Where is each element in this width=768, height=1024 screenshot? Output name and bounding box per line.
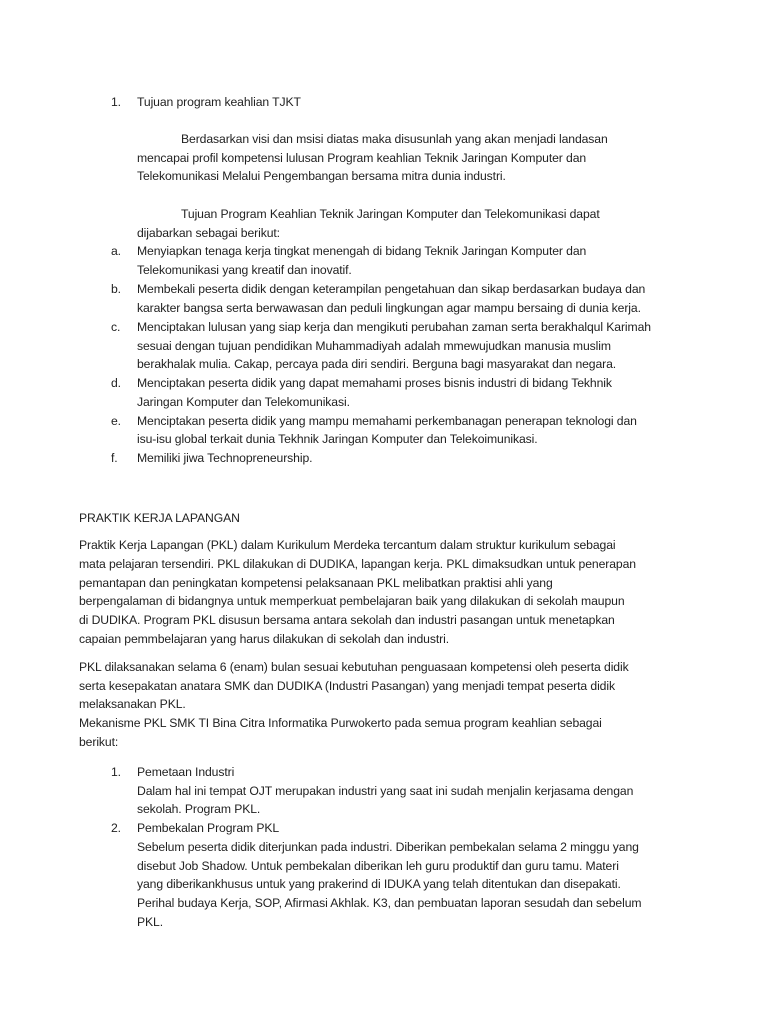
step-text-line: yang diberikankhusus untuk yang prakerind di IDUKA yang telah ditentukan dan disepakati.	[137, 877, 621, 891]
list-marker: b.	[111, 282, 121, 296]
paragraph-line: Telekomunikasi Melalui Pengembangan bersama mitra dunia industri.	[137, 169, 506, 183]
list-item-line: Memiliki jiwa Technopreneurship.	[137, 451, 313, 465]
paragraph-line: dijabarkan sebagai berikut:	[137, 226, 280, 240]
step-text-line: disebut Job Shadow. Untuk pembekalan diberikan leh guru produktif dan guru tamu. Materi	[137, 859, 619, 873]
list-marker: d.	[111, 376, 121, 390]
paragraph-line: mencapai profil kompetensi lulusan Program keahlian Teknik Jaringan Komputer dan	[137, 151, 587, 165]
list-item-line: Menciptakan lulusan yang siap kerja dan mengikuti perubahan zaman serta berakhalqul Karimah	[137, 320, 651, 334]
step-text-line: Sebelum peserta didik diterjunkan pada industri. Diberikan pembekalan selama 2 minggu yang	[137, 840, 639, 854]
step-text-line: Perihal budaya Kerja, SOP, Afirmasi Akhlak. K3, dan pembuatan laporan sesudah dan sebelum	[137, 896, 642, 910]
step-title: Pemetaan Industri	[137, 765, 235, 779]
list-item-line: Telekomunikasi yang kreatif dan inovatif.	[137, 263, 352, 277]
step-number: 1.	[111, 765, 121, 779]
paragraph-line: berikut:	[79, 735, 119, 749]
list-item-line: Menciptakan peserta didik yang mampu memahami perkembanagan penerapan teknologi dan	[137, 414, 637, 428]
list-item-line: berakhalak mulia. Cakap, percaya pada diri sendiri. Berguna bagi masyarakat dan negara.	[137, 357, 617, 371]
paragraph-line: melaksanakan PKL.	[79, 697, 186, 711]
list-marker: c.	[111, 320, 121, 334]
step-text-line: Dalam hal ini tempat OJT merupakan industri yang saat ini sudah menjalin kerjasama dengan	[137, 784, 634, 798]
list-marker: f.	[111, 451, 118, 465]
section-number: 1.	[111, 95, 121, 109]
list-marker: a.	[111, 244, 121, 258]
paragraph-line: PKL dilaksanakan selama 6 (enam) bulan sesuai kebutuhan penguasaan kompetensi oleh peserta didik	[79, 660, 629, 674]
paragraph-line: Mekanisme PKL SMK TI Bina Citra Informatika Purwokerto pada semua program keahlian sebagai	[79, 716, 602, 730]
paragraph-line: pemantapan dan peningkatan kompetensi pelaksanaan PKL melibatkan praktisi ahli yang	[79, 576, 553, 590]
step-text-line: sekolah. Program PKL.	[137, 802, 261, 816]
list-item-line: Membekali peserta didik dengan keterampilan pengetahuan dan sikap berdasarkan budaya dan	[137, 282, 646, 296]
section-heading: Tujuan program keahlian TJKT	[137, 95, 301, 109]
list-item-line: sesuai dengan tujuan pendidikan Muhammadiyah adalah mmewujudkan manusia muslim	[137, 339, 611, 353]
paragraph-line: serta kesepakatan anatara SMK dan DUDIKA (Industri Pasangan) yang menjadi tempat peserta didik	[79, 679, 615, 693]
list-item-line: Jaringan Komputer dan Telekomunikasi.	[137, 395, 350, 409]
step-number: 2.	[111, 821, 121, 835]
section-heading: PRAKTIK KERJA LAPANGAN	[79, 511, 240, 525]
paragraph-line: Tujuan Program Keahlian Teknik Jaringan Komputer dan Telekomunikasi dapat	[181, 207, 600, 221]
list-item-line: Menyiapkan tenaga kerja tingkat menengah di bidang Teknik Jaringan Komputer dan	[137, 244, 587, 258]
list-item-line: karakter bangsa serta berwawasan dan peduli lingkungan agar mampu bersaing di dunia kerja.	[137, 301, 641, 315]
step-title: Pembekalan Program PKL	[137, 821, 280, 835]
paragraph-line: berpengalaman di bidangnya untuk memperkuat pembelajaran baik yang dilakukan di sekolah maupun	[79, 594, 625, 608]
paragraph-line: di DUDIKA. Program PKL disusun bersama antara sekolah dan industri pasangan untuk menetapkan	[79, 613, 615, 627]
list-item-line: isu-isu global terkait dunia Tekhnik Jaringan Komputer dan Telekoimunikasi.	[137, 432, 538, 446]
paragraph-line: mata pelajaran tersendiri. PKL dilakukan di DUDIKA, lapangan kerja. PKL dimaksudkan untuk penerapan	[79, 557, 636, 571]
paragraph-line: capaian pemmbelajaran yang harus dilakukan di sekolah dan industri.	[79, 632, 449, 646]
list-marker: e.	[111, 414, 121, 428]
paragraph-line: Praktik Kerja Lapangan (PKL) dalam Kurikulum Merdeka tercantum dalam struktur kurikulum sebagai	[79, 538, 616, 552]
step-text-line: PKL.	[137, 915, 164, 929]
paragraph-line: Berdasarkan visi dan msisi diatas maka disusunlah yang akan menjadi landasan	[181, 132, 608, 146]
list-item-line: Menciptakan peserta didik yang dapat memahami proses bisnis industri di bidang Tekhnik	[137, 376, 612, 390]
